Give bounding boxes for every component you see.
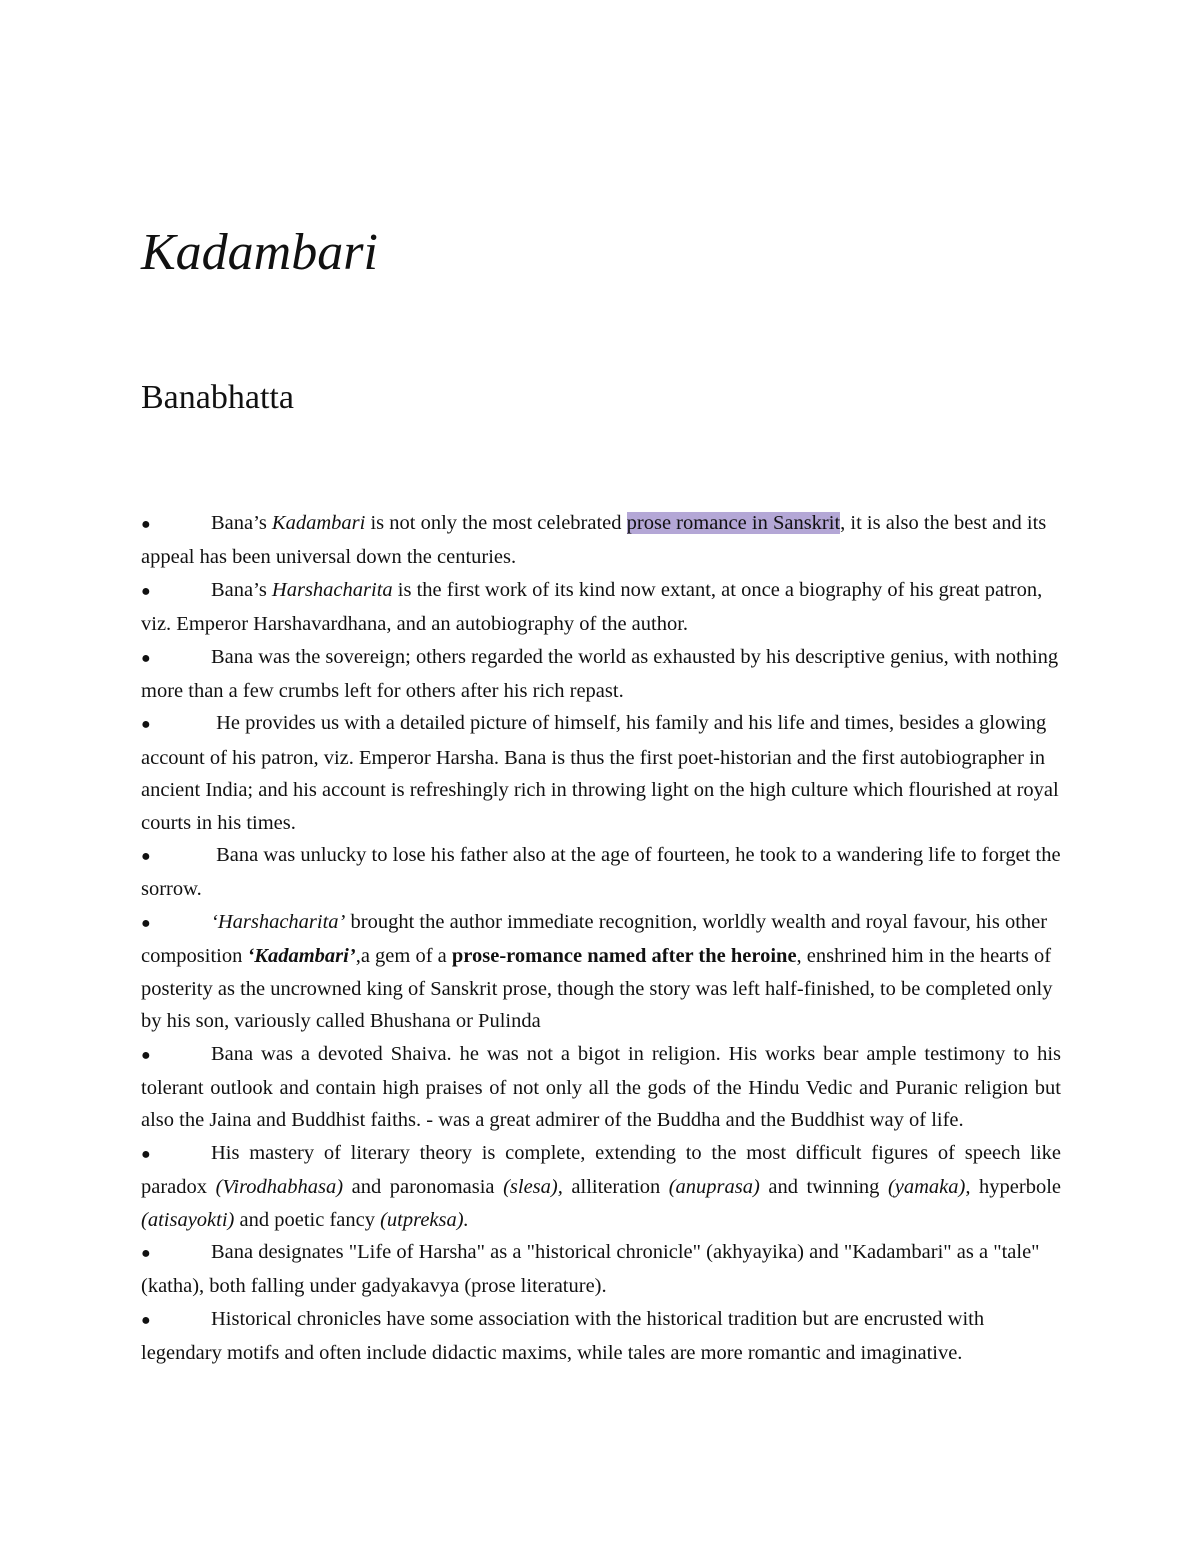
author-heading: Banabhatta: [141, 379, 294, 416]
item-text: Bana was a devoted Shaiva. he was not a bigot in religion. His works bear ample testimony to his tolerant outlook and contain high praises of not only all the gods of the Hindu Vedic and Puranic religion but also the Jaina and Buddhist faiths. - was a great admirer of the Buddha and the Buddhist way of life.: [141, 1042, 1061, 1132]
item-text: , enshrined him in the hearts of posterity as the uncrowned king of Sanskrit prose, though the story was left half-finished, to be completed only by his son, variously called Bhushana or Pulinda: [141, 945, 1053, 1033]
bullet-list: [141, 507, 1061, 1370]
item-text: He provides us with a detailed picture of himself, his family and his life and times, besides a glowing account of his patron, viz. Emperor Harsha. Bana is thus the first poet-historian and the first autobiographer in ancient India; and his account is refreshingly rich in throwing light on the high culture which flourished at royal courts in his times.: [141, 712, 1059, 834]
bullet-icon: ●: [141, 1046, 151, 1064]
item-italic-text: (slesa),: [503, 1176, 563, 1199]
item-text: Bana designates "Life of Harsha" as a "historical chronicle" (akhyayika) and "Kadambari" as a "tale" (katha), both falling under gadyakavya (prose literature).: [141, 1240, 1040, 1298]
item-text: and paronomasia: [343, 1176, 504, 1199]
item-text: is not only the most celebrated: [365, 512, 627, 534]
bullet-icon: ●: [141, 516, 151, 533]
bullet-icon: ●: [141, 1145, 151, 1163]
list-item: [141, 1038, 1061, 1137]
item-text: , it is also the best and its appeal has been universal down the centuries.: [141, 512, 1047, 569]
item-text: Bana was the sovereign; others regarded the world as exhausted by his descriptive genius, with nothing more than a few crumbs left for others after his rich repast.: [141, 645, 1059, 703]
item-text: Bana’s: [211, 512, 272, 534]
list-item: [141, 507, 1061, 574]
bullet-icon: ●: [141, 716, 151, 734]
bullet-icon: ●: [141, 649, 151, 667]
bullet-icon: ●: [141, 914, 151, 932]
item-italic-text: (utpreksa).: [380, 1208, 469, 1231]
item-italic-text: (anuprasa): [668, 1176, 760, 1199]
item-italic-text: (Virodhabhasa): [215, 1176, 344, 1199]
bullet-icon: ●: [141, 582, 151, 600]
item-italic-text: Harshacharita: [271, 578, 393, 601]
bullet-icon: ●: [141, 1311, 151, 1329]
item-text: Historical chronicles have some association with the historical tradition but are encrusted with legendary motifs and often include didactic maxims, while tales are more romantic and imaginative.: [141, 1307, 985, 1365]
item-bold-italic-text: ‘Kadambari’: [247, 945, 356, 968]
item-text: is the first work of its kind now extant, at once a biography of his great patron, viz. Emperor Harshavardhana, and an autobiography of the author.: [141, 578, 1043, 636]
bullet-icon: ●: [141, 848, 151, 866]
list-item: [141, 641, 1061, 708]
bullet-icon: ●: [141, 1244, 151, 1262]
item-text: brought the author immediate recognition, worldly wealth and royal favour, his other composition: [141, 910, 1048, 968]
item-text: and poetic fancy: [234, 1208, 381, 1231]
document-title: Kadambari: [141, 224, 378, 281]
item-text: hyperbole: [970, 1176, 1061, 1199]
item-italic-text: (yamaka),: [887, 1176, 971, 1199]
item-text: and twinning: [759, 1176, 888, 1199]
list-item: [141, 839, 1061, 906]
list-item: [141, 906, 1061, 1038]
item-text: His mastery of literary theory is complete, extending to the most difficult figures of speech like paradox: [141, 1141, 1061, 1199]
highlighted-text[interactable]: prose romance in Sanskrit: [626, 512, 841, 534]
list-item: [141, 574, 1061, 641]
item-text: Bana’s: [211, 578, 272, 601]
item-italic-text: Kadambari: [271, 512, 366, 534]
list-item: [141, 1303, 1061, 1370]
item-text: ,a gem of a: [355, 945, 452, 968]
list-item: [141, 707, 1061, 839]
item-italic-text: ‘Harshacharita’: [211, 910, 346, 933]
list-item: [141, 1236, 1061, 1303]
item-text: Bana was unlucky to lose his father also at the age of fourteen, he took to a wandering life to forget the sorrow.: [141, 844, 1061, 901]
list-item: [141, 1137, 1061, 1236]
item-bold-text: prose-romance named after the heroine: [451, 945, 797, 968]
item-text: alliteration: [562, 1176, 669, 1199]
item-italic-text: (atisayokti): [141, 1208, 235, 1231]
